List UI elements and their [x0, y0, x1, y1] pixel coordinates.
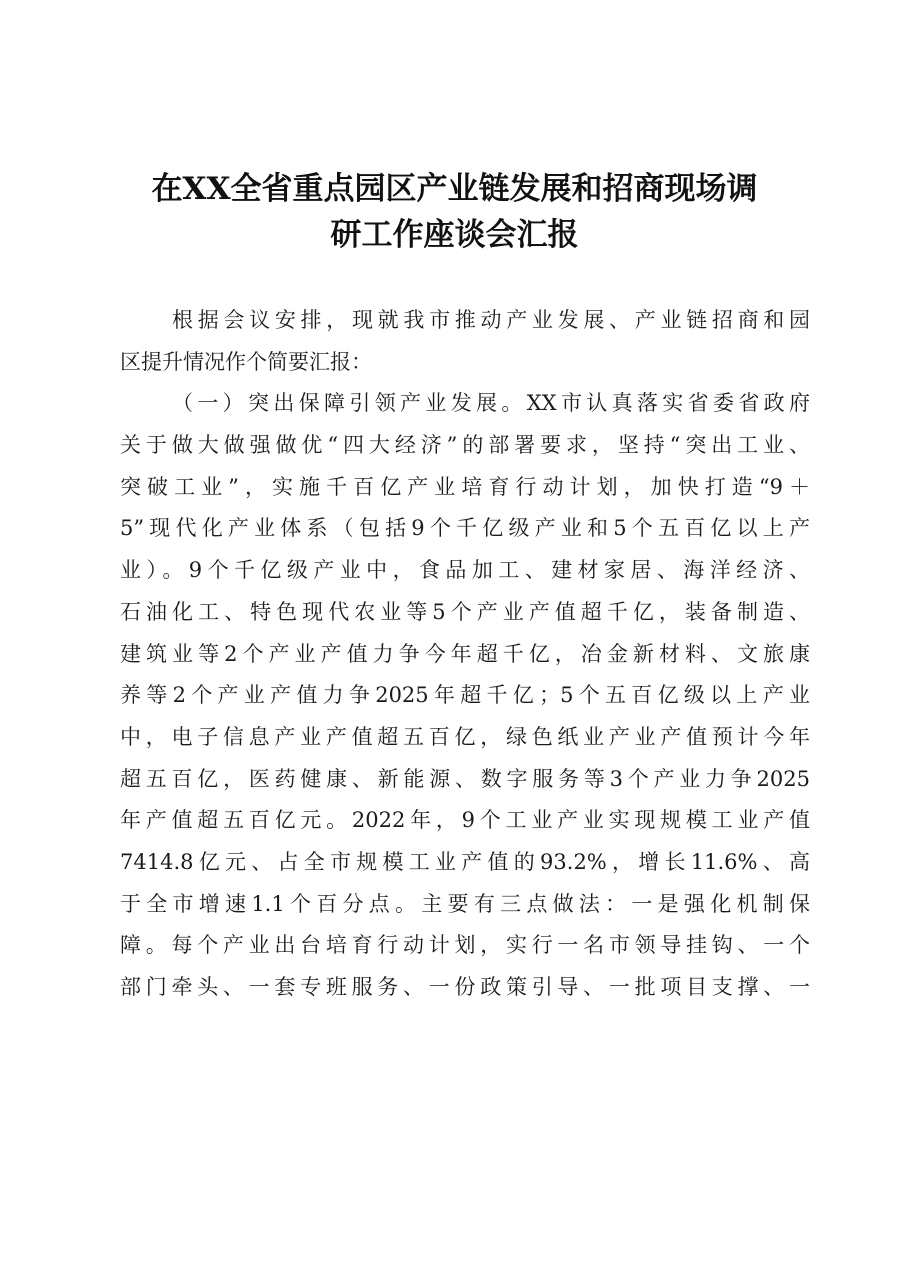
- text-line: 中，电子信息产业产值超五百亿，绿色纸业产业产值预计今年: [120, 724, 810, 749]
- text-line: 年产值超五百亿元。2022年，9个工业产业实现规模工业产值: [120, 808, 810, 833]
- document-body: [120, 300, 810, 1009]
- text-line: 关于做大做强做优“四大经济”的部署要求，坚持“突出工业、: [120, 433, 810, 458]
- text-line: 部门牵头、一套专班服务、一份政策引导、一批项目支撑、一: [120, 975, 810, 999]
- text-line: 养等2个产业产值力争2025年超千亿；5个五百亿级以上产业: [120, 683, 810, 708]
- paragraph-intro: [120, 300, 810, 383]
- title-line-2: 研工作座谈会汇报: [330, 217, 579, 253]
- text-line: 区提升情况作个简要汇报：: [120, 349, 372, 374]
- text-line: 突破工业”，实施千百亿产业培育行动计划，加快打造“9＋: [120, 474, 810, 499]
- text-line: 障。每个产业出台培育行动计划，实行一名市领导挂钩、一个: [120, 933, 810, 958]
- text-line: 5”现代化产业体系（包括9个千亿级产业和5个五百亿以上产: [120, 516, 810, 541]
- paragraph-section-one: [120, 383, 810, 1008]
- text-line: 业）。9个千亿级产业中，食品加工、建材家居、海洋经济、: [120, 558, 810, 583]
- text-line: （一）突出保障引领产业发展。XX市认真落实省委省政府: [172, 391, 810, 416]
- text-line: 7414.8亿元、占全市规模工业产值的93.2%，增长11.6%、高: [120, 849, 810, 874]
- text-line: 建筑业等2个产业产值力争今年超千亿，冶金新材料、文旅康: [120, 641, 810, 666]
- title-line-1: 在XX全省重点园区产业链发展和招商现场调: [151, 171, 758, 207]
- text-line: 石油化工、特色现代农业等5个产业产值超千亿，装备制造、: [120, 599, 810, 624]
- text-line: 超五百亿，医药健康、新能源、数字服务等3个产业力争2025: [120, 766, 810, 791]
- document-title: [0, 166, 909, 258]
- text-line: 于全市增速1.1个百分点。主要有三点做法：一是强化机制保: [120, 891, 810, 916]
- text-line: 根据会议安排，现就我市推动产业发展、产业链招商和园: [172, 308, 810, 332]
